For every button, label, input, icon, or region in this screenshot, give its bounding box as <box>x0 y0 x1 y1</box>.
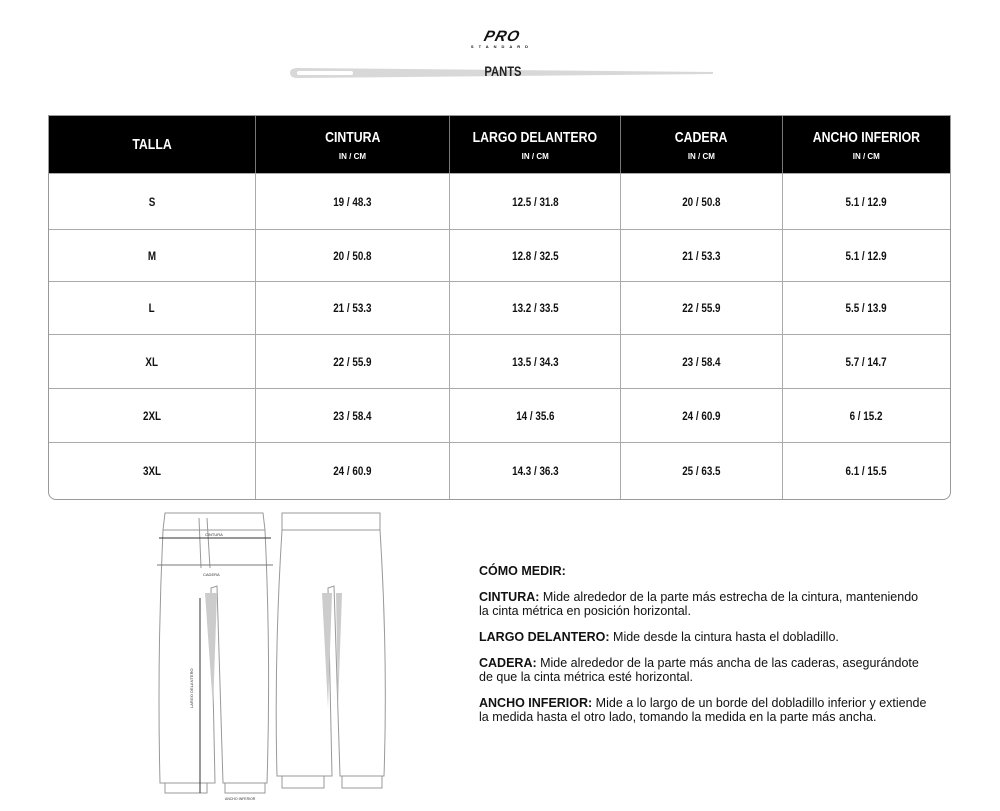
measure-cell <box>783 388 950 442</box>
measure-cell <box>450 281 621 334</box>
cell-value: 25 / 63.5 <box>682 464 721 478</box>
measure-cell <box>621 442 782 499</box>
column-header <box>621 116 782 173</box>
header-unit: IN / CM <box>852 151 880 161</box>
cell-value: 22 / 55.9 <box>682 301 721 315</box>
brand-logo <box>470 30 534 49</box>
header-unit: IN / CM <box>687 151 715 161</box>
size-cell <box>49 173 256 229</box>
cell-value: M <box>147 248 156 263</box>
label-largo: LARGO DELANTERO <box>189 668 194 708</box>
measure-cell <box>621 334 782 388</box>
table-row <box>49 229 950 281</box>
howto-heading: CÓMO MEDIR: <box>479 564 566 578</box>
howto-text: Mide a lo largo de un borde del dobladillo inferior y extiende la medida hasta el otro lado, tomando la medida en la parte más ancha. <box>479 696 927 724</box>
measure-cell <box>450 388 621 442</box>
column-header <box>450 116 621 173</box>
cell-value: 14 / 35.6 <box>516 408 555 423</box>
cell-value: 14.3 / 36.3 <box>511 464 559 478</box>
cell-value: 21 / 53.3 <box>333 301 372 315</box>
cell-value: 6 / 15.2 <box>849 408 883 423</box>
label-ancho: ANCHO INFERIOR <box>225 797 256 801</box>
cell-value: XL <box>145 354 159 369</box>
cell-value: 24 / 60.9 <box>682 408 721 423</box>
label-cintura: CINTURA <box>205 532 223 537</box>
measure-cell <box>621 281 782 334</box>
size-cell <box>49 229 256 281</box>
measure-cell <box>783 442 950 499</box>
measure-cell <box>621 229 782 281</box>
brand-name: PRO <box>482 28 523 45</box>
column-header <box>783 116 950 173</box>
cell-value: 22 / 55.9 <box>333 354 372 369</box>
howto-text: Mide desde la cintura hasta el dobladillo. <box>609 630 839 644</box>
howto-text: Mide alrededor de la parte más ancha de las caderas, asegurándote de que la cinta métrica esté horizontal. <box>479 656 919 684</box>
table-row <box>49 442 950 499</box>
brand-tagline: STANDARD <box>470 44 534 49</box>
measure-cell <box>450 442 621 499</box>
measure-cell <box>256 334 451 388</box>
measure-cell <box>783 229 950 281</box>
header-unit: IN / CM <box>521 151 549 161</box>
howto-item <box>479 656 929 684</box>
size-cell <box>49 442 256 499</box>
column-header <box>49 116 256 173</box>
measure-cell <box>783 281 950 334</box>
howto-item <box>479 630 929 644</box>
header-label: TALLA <box>132 136 172 153</box>
cell-value: 20 / 50.8 <box>682 194 721 209</box>
cell-value: 5.7 / 14.7 <box>845 354 887 369</box>
measure-cell <box>783 173 950 229</box>
cell-value: 19 / 48.3 <box>333 194 372 209</box>
header-label: CADERA <box>675 128 728 146</box>
howto-text: Mide alrededor de la parte más estrecha de la cintura, manteniendo la cinta métrica en posición horizontal. <box>479 590 919 618</box>
cell-value: 5.1 / 12.9 <box>845 248 887 263</box>
cell-value: 2XL <box>142 408 161 423</box>
cell-value: 13.5 / 34.3 <box>511 354 559 369</box>
cell-value: 23 / 58.4 <box>333 408 372 423</box>
howto-term: CADERA: <box>479 656 537 670</box>
table-row <box>49 281 950 334</box>
page-title: PANTS <box>484 63 522 79</box>
cell-value: S <box>148 194 156 209</box>
measure-cell <box>256 229 451 281</box>
measure-cell <box>450 229 621 281</box>
howto-term: CINTURA: <box>479 590 540 604</box>
size-cell <box>49 334 256 388</box>
header-label: CINTURA <box>324 128 381 146</box>
howto-term: ANCHO INFERIOR: <box>479 696 593 710</box>
front-view <box>157 513 273 801</box>
size-chart-table <box>48 115 951 500</box>
header-label: LARGO DELANTERO <box>473 128 598 146</box>
measure-cell <box>621 388 782 442</box>
cell-value: 3XL <box>142 464 161 478</box>
measure-cell <box>450 173 621 229</box>
header-label: ANCHO INFERIOR <box>812 128 920 146</box>
table-row <box>49 388 950 442</box>
measure-cell <box>256 173 451 229</box>
size-cell <box>49 281 256 334</box>
measure-cell <box>256 281 451 334</box>
cell-value: 13.2 / 33.5 <box>511 301 559 315</box>
measure-cell <box>783 334 950 388</box>
cell-value: 12.8 / 32.5 <box>511 248 559 263</box>
cell-value: 24 / 60.9 <box>333 464 372 478</box>
measure-cell <box>256 388 451 442</box>
label-cadera: CADERA <box>203 572 220 577</box>
cell-value: 21 / 53.3 <box>682 248 721 263</box>
cell-value: 20 / 50.8 <box>333 248 372 263</box>
howto-item <box>479 590 929 618</box>
cell-value: 5.1 / 12.9 <box>845 194 887 209</box>
cell-value: 5.5 / 13.9 <box>845 301 887 315</box>
back-view <box>276 513 385 788</box>
howto-term: LARGO DELANTERO: <box>479 630 610 644</box>
table-row <box>49 173 950 229</box>
pants-diagram <box>155 508 405 803</box>
how-to-measure <box>479 564 929 736</box>
measure-cell <box>256 442 451 499</box>
howto-item <box>479 696 929 724</box>
measure-cell <box>621 173 782 229</box>
cell-value: 6.1 / 15.5 <box>845 464 887 478</box>
cell-value: 12.5 / 31.8 <box>511 194 559 209</box>
cell-value: 23 / 58.4 <box>682 354 721 369</box>
table-row <box>49 334 950 388</box>
column-header <box>256 116 451 173</box>
size-cell <box>49 388 256 442</box>
cell-value: L <box>148 301 155 315</box>
header-unit: IN / CM <box>338 151 367 161</box>
measure-cell <box>450 334 621 388</box>
